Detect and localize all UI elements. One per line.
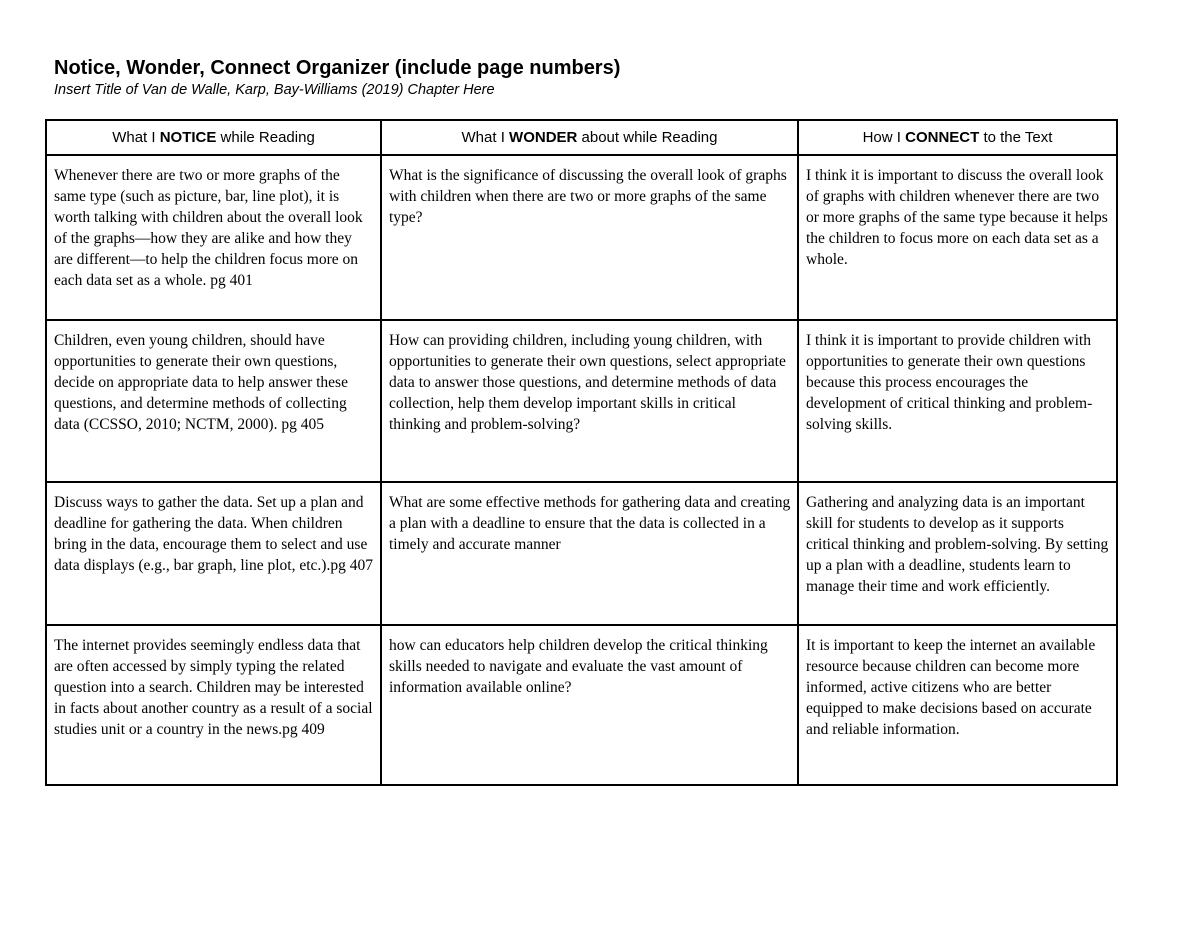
table-row (46, 482, 1117, 625)
table-row (46, 320, 1117, 482)
notice-cell: Children, even young children, should have opportunities to generate their own questions, decide on appropriate data to help answer these questions, and determine methods of collecting data (CCSSO, 2010; NCTM, 2000). pg 405 (46, 320, 381, 482)
header-connect-prefix: How I (862, 129, 906, 146)
wonder-cell: What are some effective methods for gathering data and creating a plan with a deadline to ensure that the data is collected in a timely and accurate manner (381, 482, 798, 625)
connect-cell: I think it is important to discuss the overall look of graphs with children whenever there are two or more graphs of the same type because it helps the children to focus more on each data set as a whole. (798, 155, 1117, 320)
header-wonder-suffix: about while Reading (577, 129, 718, 146)
table-row (46, 625, 1117, 785)
header-connect (798, 120, 1117, 155)
page-title: Notice, Wonder, Connect Organizer (include page numbers) (54, 57, 621, 79)
table-row (46, 155, 1117, 320)
connect-cell: Gathering and analyzing data is an important skill for students to develop as it supports critical thinking and problem-solving. By setting up a plan with a deadline, students learn to manage their time and work efficiently. (798, 482, 1117, 625)
header-wonder-prefix: What I (461, 129, 510, 146)
page-subtitle: Insert Title of Van de Walle, Karp, Bay-Williams (2019) Chapter Here (54, 82, 495, 98)
notice-cell: Discuss ways to gather the data. Set up a plan and deadline for gathering the data. When children bring in the data, encourage them to select and use data displays (e.g., bar graph, line plot, etc.).pg 407 (46, 482, 381, 625)
organizer-table (45, 119, 1118, 786)
connect-cell: It is important to keep the internet an available resource because children can become more informed, active citizens who are better equipped to make decisions based on accurate and reliable information. (798, 625, 1117, 785)
header-notice-prefix: What I (112, 129, 160, 146)
header-wonder (381, 120, 798, 155)
header-wonder-keyword: WONDER (509, 129, 578, 146)
header-connect-keyword: CONNECT (905, 129, 980, 146)
notice-cell: Whenever there are two or more graphs of the same type (such as picture, bar, line plot), it is worth talking with children about the overall look of the graphs—how they are alike and how they are different—to help the children focus more on each data set as a whole. pg 401 (46, 155, 381, 320)
wonder-cell: What is the significance of discussing the overall look of graphs with children when there are two or more graphs of the same type? (381, 155, 798, 320)
wonder-cell: How can providing children, including young children, with opportunities to generate their own questions, select appropriate data to answer those questions, and determine methods of data collection, help them develop important skills in critical thinking and problem-solving? (381, 320, 798, 482)
header-notice-suffix: while Reading (216, 129, 315, 146)
header-row (46, 120, 1117, 155)
header-notice (46, 120, 381, 155)
connect-cell: I think it is important to provide children with opportunities to generate their own questions because this process encourages the development of critical thinking and problem-solving skills. (798, 320, 1117, 482)
header-notice-keyword: NOTICE (159, 129, 217, 146)
header-connect-suffix: to the Text (979, 129, 1053, 146)
notice-cell: The internet provides seemingly endless data that are often accessed by simply typing the related question into a search. Children may be interested in facts about another country as a result of a social studies unit or a country in the news.pg 409 (46, 625, 381, 785)
wonder-cell: how can educators help children develop the critical thinking skills needed to navigate and evaluate the vast amount of information available online? (381, 625, 798, 785)
